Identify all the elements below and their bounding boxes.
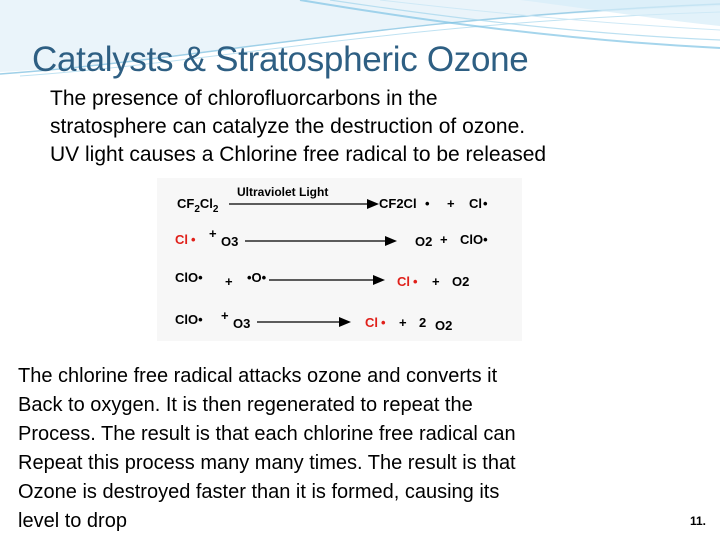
radical-dot: • (413, 274, 418, 289)
intro-line: stratosphere can catalyze the destruction of ozone. (50, 115, 526, 138)
arrow-label: Ultraviolet Light (237, 185, 329, 199)
arrow-head-icon (339, 317, 351, 327)
slide-title: Catalysts & Stratospheric Ozone (32, 40, 529, 79)
plus-sign: + (221, 308, 229, 323)
reactant-clo-radical: ClO• (175, 270, 203, 285)
page-number: 11. (690, 514, 707, 528)
svg-text:CF2Cl2 (177, 196, 219, 215)
reactant-o-radical: •O• (247, 270, 267, 285)
reactant-cl-radical: Cl (175, 232, 188, 247)
arrow-head-icon (373, 275, 385, 285)
intro-line: UV light causes a Chlorine free radical to be released (50, 143, 547, 166)
plus-sign: + (399, 315, 407, 330)
coefficient: 2 (419, 315, 427, 330)
plus-sign: + (447, 196, 455, 211)
plus-sign: + (225, 274, 233, 289)
reactant-cf2cl2: $CF_2Cl_2$ (177, 196, 219, 215)
product-cl-radical: Cl (365, 315, 378, 330)
plus-sign: + (432, 274, 440, 289)
product-clo-radical: ClO• (460, 232, 488, 247)
product-o2: O2 (435, 318, 453, 333)
reaction-row-3 (175, 270, 469, 289)
intro-paragraph (50, 85, 710, 169)
product-cl-radical: Cl (397, 274, 410, 289)
reaction-equations (157, 178, 522, 341)
plus-sign: + (209, 226, 217, 241)
body-line: The chlorine free radical attacks ozone and converts it (18, 365, 498, 387)
body-line: Back to oxygen. It is then regenerated to repeat the (18, 394, 473, 416)
radical-dot: • (381, 315, 386, 330)
product-cf2cl: CF2Cl (379, 196, 417, 211)
arrow-head-icon (367, 199, 379, 209)
body-line: level to drop (18, 510, 127, 532)
body-line: Repeat this process many many times. The result is that (18, 452, 516, 474)
reaction-row-1 (177, 185, 488, 215)
body-line: Process. The result is that each chlorine free radical can (18, 423, 516, 445)
intro-line: The presence of chlorofluorcarbons in the (50, 87, 438, 110)
product-o2: O2 (452, 274, 470, 289)
reactant-clo-radical: ClO• (175, 312, 203, 327)
reactant-o3: O3 (221, 234, 239, 249)
radical-dot: • (425, 196, 430, 211)
arrow-head-icon (385, 236, 397, 246)
product-cl: Cl (469, 196, 482, 211)
radical-dot: • (191, 232, 196, 247)
body-line: Ozone is destroyed faster than it is formed, causing its (18, 481, 500, 503)
product-o2: O2 (415, 234, 433, 249)
reaction-row-2 (175, 226, 488, 249)
reaction-diagram (157, 178, 522, 341)
body-paragraph (18, 362, 678, 536)
radical-dot: • (483, 196, 488, 211)
reaction-row-4 (175, 308, 452, 333)
reactant-o3: O3 (233, 316, 251, 331)
plus-sign: + (440, 232, 448, 247)
